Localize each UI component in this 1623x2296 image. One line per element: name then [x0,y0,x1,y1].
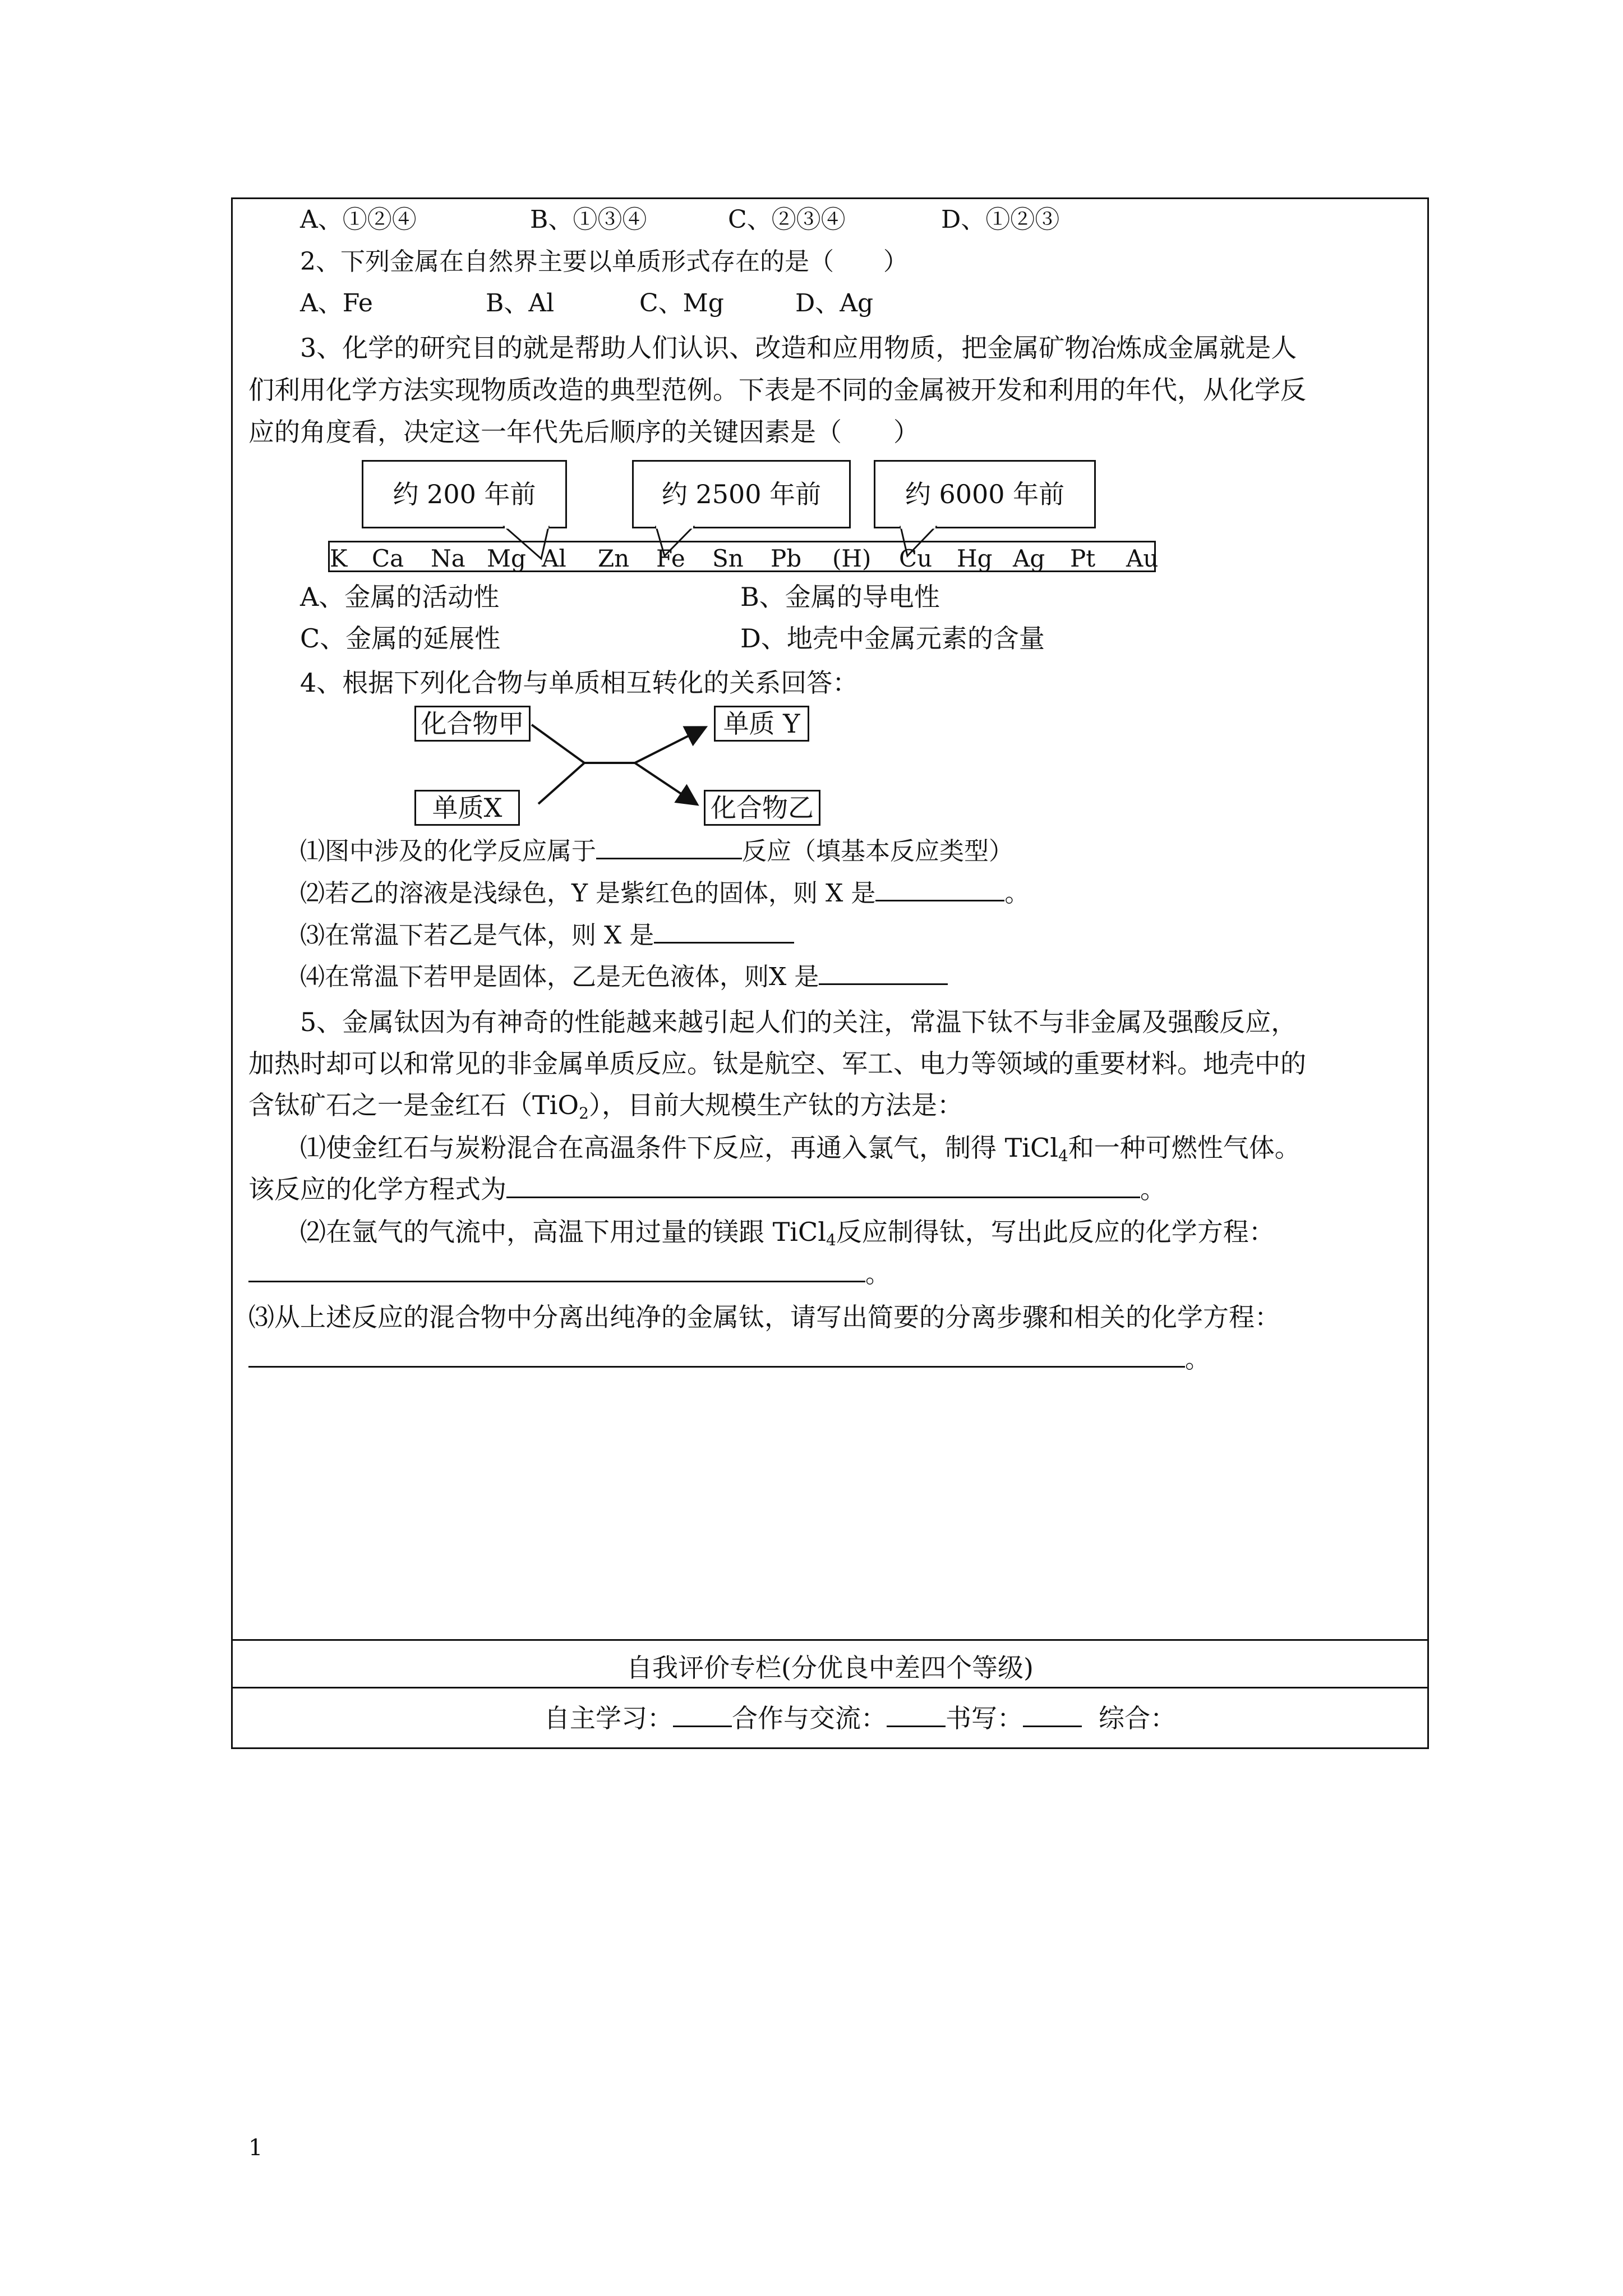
metal-fe: Fe [656,545,685,572]
q5-part-1-equation-label: 该反应的化学方程式为 [248,1174,506,1204]
callout-label: 约 2500 年前 [661,479,822,509]
metal-pt: Pt [1070,545,1096,572]
q3-option-c[interactable]: C、金属的延展性 [300,623,501,654]
metal-mg: Mg [487,545,526,572]
page-number: 1 [248,2135,263,2161]
answer-blank[interactable] [819,961,948,985]
q5-stem-line-3 [248,1088,963,1130]
period: 。 [1185,1345,1210,1374]
metal-hg: Hg [957,545,993,572]
answer-blank[interactable] [654,919,794,944]
answer-blank[interactable] [596,835,742,859]
box-label: 单质 Y [723,708,800,739]
q2-option-c[interactable]: C、Mg [639,289,724,318]
q4-part-2 [300,877,1029,910]
callout-label: 约 6000 年前 [905,479,1065,509]
box-label: 单质X [432,793,502,823]
arrow-line [538,763,584,804]
q4-part-2-suffix: 。 [1004,879,1030,908]
q2-option-b[interactable]: B、Al [486,289,555,318]
metal-sn: Sn [712,545,744,572]
eval-writing-label: 书写： [946,1703,1023,1733]
arrow-to-compound-b [635,763,695,803]
q3-option-b[interactable]: B、金属的导电性 [740,582,940,612]
q4-part-1-suffix: 反应（填基本反应类型） [742,837,1013,866]
metal-au: Au [1126,545,1159,572]
q1-option-d[interactable]: D、①②③ [941,205,1060,234]
q2-option-d[interactable]: D、Ag [795,289,874,318]
q5-stem-3-suffix: ），目前大规模生产钛的方法是： [588,1090,963,1120]
metal-ag: Ag [1013,545,1045,572]
eval-cooperation-blank[interactable] [887,1703,946,1727]
q3-stem-line-3: 应的角度看，决定这一年代先后顺序的关键因素是（ ） [248,417,919,447]
q4-part-4 [300,960,948,994]
q1-option-a[interactable]: A、①②④ [300,205,417,234]
q5-part-1-suffix: 和一种可燃性气体。 [1068,1133,1301,1163]
q1-option-b[interactable]: B、①③④ [530,205,647,234]
q5-part-2 [300,1215,1275,1257]
q2-option-a[interactable]: A、Fe [300,289,373,318]
q3-option-d[interactable]: D、地壳中金属元素的含量 [740,623,1045,654]
q4-part-3-text: ⑶在常温下若乙是气体，则 X 是 [300,921,654,950]
q5-part-1 [300,1131,1301,1173]
q5-stem-3-text: 含钛矿石之一是金红石（TiO [248,1090,579,1120]
subscript: 2 [579,1104,589,1122]
reaction-arrows [0,0,1623,841]
q4-part-4-text: ⑷在常温下若甲是固体，乙是无色液体，则X 是 [300,963,819,991]
eval-writing-blank[interactable] [1023,1703,1082,1727]
q5-part-3-answer [248,1343,1210,1377]
evaluation-row [544,1701,1176,1735]
answer-blank[interactable] [875,877,1004,901]
q5-part-2-text: ⑵在氩气的气流中，高温下用过量的镁跟 TiCl [300,1217,826,1247]
q4-part-3 [300,919,794,953]
q3-option-a[interactable]: A、金属的活动性 [300,582,500,612]
evaluation-title: 自我评价专栏(分优良中差四个等级) [626,1653,1034,1683]
subscript: 4 [1058,1147,1068,1165]
q5-part-1-text: ⑴使金红石与炭粉混合在高温条件下反应，再通入氯气，制得 TiCl [300,1133,1058,1163]
metal-al: Al [542,545,566,572]
q4-stem: 4、根据下列化合物与单质相互转化的关系回答： [300,668,859,698]
answer-blank[interactable] [506,1174,1140,1198]
metal-zn: Zn [598,545,630,572]
eval-overall-label: 综合： [1099,1703,1176,1733]
divider-line [233,1687,1427,1688]
answer-blank[interactable] [248,1258,865,1282]
box-label: 化合物乙 [711,793,814,823]
eval-self-study-label: 自主学习： [544,1703,673,1733]
q3-stem-line-2: 们利用化学方法实现物质改造的典型范例。下表是不同的金属被开发和利用的年代，从化学反 [248,375,1306,405]
q5-stem-line-1: 5、金属钛因为有神奇的性能越来越引起人们的关注，常温下钛不与非金属及强酸反应， [300,1007,1297,1037]
metal-ca: Ca [372,545,404,572]
metal-pb: Pb [771,545,802,572]
q5-part-3: ⑶从上述反应的混合物中分离出纯净的金属钛，请写出简要的分离步骤和相关的化学方程： [248,1302,1280,1332]
eval-cooperation-label: 合作与交流： [732,1703,887,1733]
divider-line [233,1639,1427,1641]
metal-k: K [330,545,348,572]
q5-part-2-suffix: 反应制得钛，写出此反应的化学方程： [836,1217,1275,1247]
metal-h: (H) [832,545,872,572]
period: 。 [865,1260,890,1289]
period: 。 [1140,1174,1166,1204]
callout-label: 约 200 年前 [393,479,536,509]
q5-stem-line-2: 加热时却可以和常见的非金属单质反应。钛是航空、军工、电力等领域的重要材料。地壳中的 [248,1048,1306,1079]
q4-part-2-text: ⑵若乙的溶液是浅绿色，Y 是紫红色的固体，则 X 是 [300,879,876,908]
q4-part-1 [300,835,1013,868]
subscript: 4 [826,1231,836,1249]
q2-stem: 2、下列金属在自然界主要以单质形式存在的是（ ） [300,247,908,276]
box-label: 化合物甲 [421,708,524,739]
metal-cu: Cu [899,545,933,572]
q5-part-2-answer [248,1258,890,1291]
eval-self-study-blank[interactable] [673,1703,732,1727]
answer-blank[interactable] [248,1343,1185,1368]
arrow-line [532,725,584,763]
q5-part-1-equation [248,1172,1166,1206]
metal-na: Na [431,545,465,572]
q1-option-c[interactable]: C、②③④ [728,205,846,234]
q4-part-1-text: ⑴图中涉及的化学反应属于 [300,837,596,866]
q3-stem-line-1: 3、化学的研究目的就是帮助人们认识、改造和应用物质，把金属矿物冶炼成金属就是人 [300,333,1297,363]
arrow-to-element-y [635,728,704,763]
